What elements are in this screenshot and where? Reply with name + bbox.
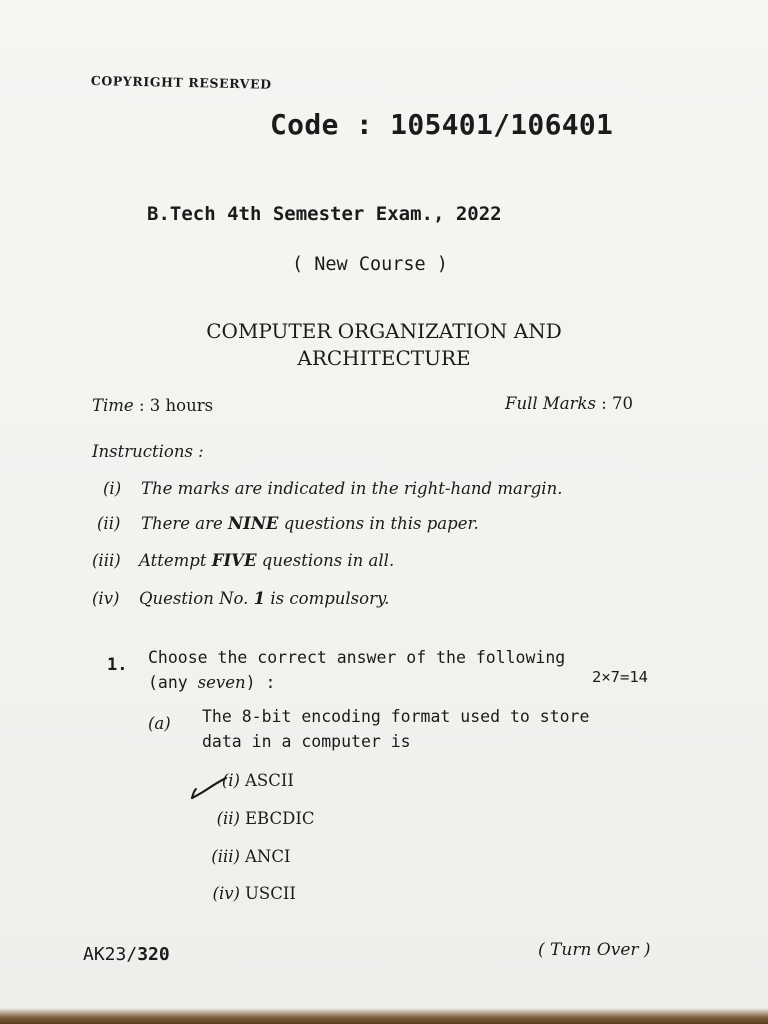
marks-separator: : bbox=[601, 394, 607, 413]
copyright-notice: COPYRIGHT RESERVED bbox=[90, 73, 272, 92]
footer-code-prefix: AK23/ bbox=[83, 944, 138, 965]
subject-line-1: COMPUTER ORGANIZATION AND bbox=[206, 319, 562, 343]
instruction-emphasis: FIVE bbox=[211, 551, 257, 570]
paper-code bbox=[270, 108, 613, 141]
time-separator: : bbox=[138, 396, 145, 415]
option-number: (iii) bbox=[211, 847, 240, 866]
part-a-text-line-2: data in a computer is bbox=[202, 732, 411, 751]
option-text: USCII bbox=[245, 884, 296, 903]
turn-over-note: ( Turn Over ) bbox=[538, 940, 651, 960]
question-marks: 2×7=14 bbox=[592, 668, 648, 686]
marks-label: Full Marks bbox=[505, 394, 596, 413]
instruction-number: (i) bbox=[103, 479, 122, 498]
pen-tick-mark-icon bbox=[190, 776, 230, 802]
option-item bbox=[200, 847, 291, 866]
instruction-number: (iii) bbox=[92, 551, 121, 570]
marks-value: 70 bbox=[612, 394, 634, 413]
question-text-post: ) : bbox=[245, 673, 276, 692]
instruction-item bbox=[92, 589, 389, 608]
footer-paper-code bbox=[83, 944, 170, 965]
instruction-text-end: questions in this paper. bbox=[278, 514, 479, 533]
time-value: 3 hours bbox=[149, 396, 214, 415]
part-a-label: (a) bbox=[148, 714, 171, 733]
exam-title: B.Tech 4th Semester Exam., 2022 bbox=[147, 203, 502, 225]
instruction-text: Question No. bbox=[139, 589, 254, 608]
instruction-item bbox=[92, 551, 394, 570]
instruction-text: Attempt bbox=[139, 551, 212, 570]
subject-line-2: ARCHITECTURE bbox=[297, 346, 471, 370]
instruction-item bbox=[97, 514, 479, 533]
instruction-item bbox=[103, 479, 562, 498]
option-number: (ii) bbox=[216, 809, 240, 828]
question-text-pre: (any bbox=[148, 673, 198, 692]
time-allowed bbox=[92, 396, 213, 415]
instruction-number: (ii) bbox=[97, 514, 121, 533]
option-text: EBCDIC bbox=[245, 809, 315, 828]
time-label: Time bbox=[92, 396, 134, 415]
instruction-text-end: is compulsory. bbox=[265, 589, 390, 608]
instruction-number: (iv) bbox=[92, 589, 120, 608]
subject-title bbox=[120, 318, 648, 372]
code-value: 105401/106401 bbox=[390, 108, 614, 141]
question-text-italic: seven bbox=[197, 673, 246, 692]
page-edge-shadow bbox=[0, 1008, 768, 1024]
instruction-emphasis: 1 bbox=[253, 589, 266, 608]
part-a-text-line-1: The 8-bit encoding format used to store bbox=[202, 707, 590, 726]
option-text: ASCII bbox=[245, 771, 294, 790]
code-separator: : bbox=[355, 108, 373, 141]
instruction-emphasis: NINE bbox=[228, 514, 279, 533]
footer-code-number: 320 bbox=[137, 944, 170, 965]
option-item bbox=[200, 884, 296, 903]
code-label: Code bbox=[270, 108, 339, 141]
question-text-line-1: Choose the correct answer of the following bbox=[148, 648, 566, 667]
instruction-text: There are bbox=[141, 514, 229, 533]
full-marks bbox=[505, 394, 633, 413]
instruction-text: The marks are indicated in the right-hand margin. bbox=[141, 479, 563, 498]
option-number: (i) bbox=[221, 771, 240, 790]
option-text: ANCI bbox=[245, 847, 291, 866]
question-number: 1. bbox=[107, 655, 128, 675]
option-number: (iv) bbox=[212, 884, 240, 903]
option-item bbox=[200, 809, 314, 828]
course-label: ( New Course ) bbox=[292, 254, 448, 275]
question-text-line-2 bbox=[148, 673, 275, 692]
instructions-heading: Instructions : bbox=[92, 442, 204, 461]
instruction-text-end: questions in all. bbox=[256, 551, 395, 570]
